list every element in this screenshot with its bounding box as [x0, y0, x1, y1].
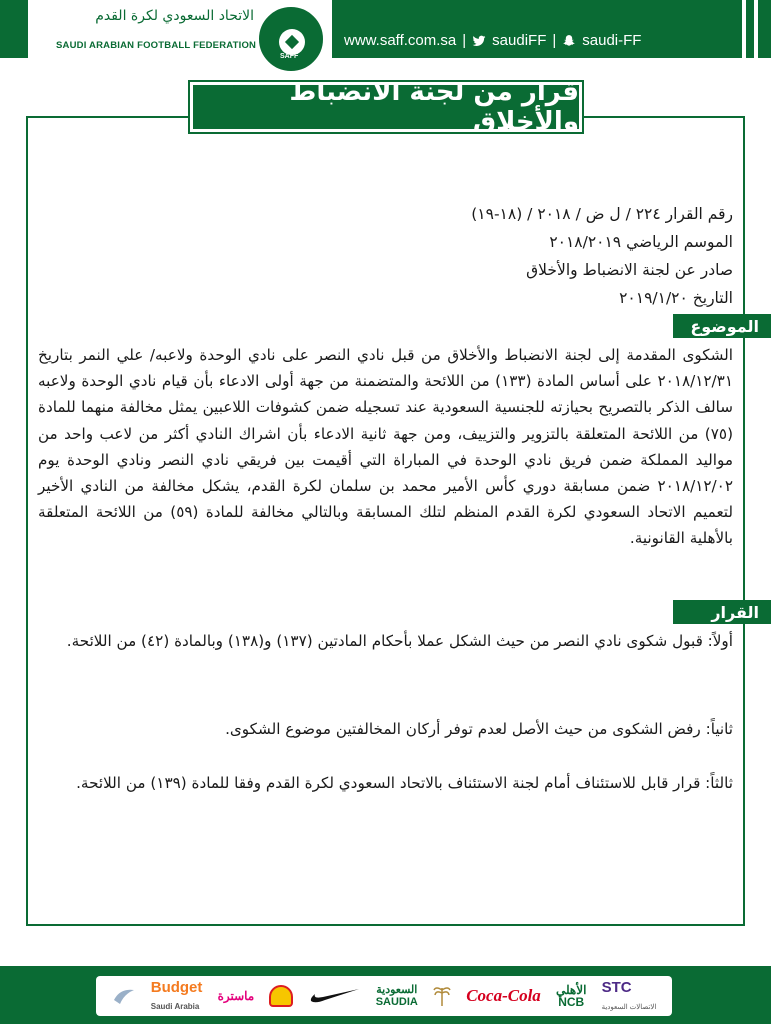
twitter-icon — [472, 34, 486, 48]
contact-links — [344, 32, 641, 49]
decision-meta — [471, 200, 733, 312]
decision-label: القرار — [673, 600, 771, 624]
page-header — [0, 0, 771, 58]
brand-name-arabic: الاتحاد السعودي لكرة القدم — [95, 8, 254, 24]
sponsor-ncb: الأهلي NCB — [555, 983, 587, 1009]
snapchat-icon — [562, 34, 576, 48]
sponsor-masterah: ماسترة — [217, 989, 255, 1003]
twitter-handle[interactable]: saudiFF — [492, 32, 547, 49]
subject-label: الموضوع — [673, 314, 771, 338]
decision-third: ثالثاً: قرار قابل للاستئناف أمام لجنة الاستئناف بالاتحاد السعودي لكرة القدم وفقا للمادة (١٣٩) من اللائحة. — [76, 774, 733, 792]
divider: | — [552, 32, 557, 49]
header-stripe-right-2 — [758, 0, 771, 58]
header-stripe-right-1 — [746, 0, 754, 58]
decision-second: ثانياً: رفض الشكوى من حيث الأصل لعدم توفر أركان المخالفتين موضوع الشكوى. — [225, 720, 733, 738]
sponsor-saudia: السعودية SAUDIA — [375, 984, 418, 1008]
snapchat-handle[interactable]: saudi-FF — [582, 32, 642, 49]
divider: | — [462, 32, 467, 49]
logo-label: SAFF — [280, 53, 299, 60]
brand-name-english: SAUDI ARABIAN FOOTBALL FEDERATION — [56, 40, 257, 51]
sponsor-stc: STC الاتصالات السعودية — [601, 979, 657, 1011]
issuing-committee: صادر عن لجنة الانضباط والأخلاق — [526, 261, 733, 279]
subject-text: الشكوى المقدمة إلى لجنة الانضباط والأخلاق من قبل نادي النصر على نادي الوحدة ولاعبه/ علي النمر بتاريخ ٢٠١٨/١٢/٣١ على أساس المادة (١٣٣) من اللائحة والمتضمنة من جهة أولى الادعاء بأن قيام نادي الوحدة ولاعبه سالف الذكر بالتصريح بحيازته للجنسية السعودية عند تسجيله ضمن كشوفات اللاعبين يمثل مخالفة منهما للمادة (٧٥) من اللائحة المتعلقة بالتزوير والتزييف، ومن جهة ثانية الادعاء بأن اشراك النادي أكثر من لاعب واحد من مواليد المملكة ضمن فريق نادي الوحدة في المباراة التي أقيمت بين فريقي نادي النصر ونادي الوحدة يوم ٢٠١٨/١٢/٠٢ ضمن مسابقة دوري كأس الأمير محمد بن سلمان لكرة القدم، يشكل مخالفة من النادي الأخير لتعميم الاتحاد السعودي لكرة القدم المنظم لتلك المسابقة وبالتالي مخالفة للمادة (٥٩) من اللائحة المتعلقة بالأهلية القانونية. — [38, 346, 733, 548]
sponsor-budget: Budget Saudi Arabia — [150, 979, 203, 1011]
decision-first: أولاً: قبول شكوى نادي النصر من حيث الشكل عملا بأحكام المادتين (١٣٧) و(١٣٨) وبالمادة (٤٢) من اللائحة. — [66, 632, 733, 650]
football-icon — [279, 29, 305, 55]
shell-logo-icon — [269, 985, 293, 1007]
decision-date: التاريخ ٢٠١٩/١/٢٠ — [619, 289, 733, 307]
saff-logo — [256, 4, 326, 74]
sports-season: الموسم الرياضي ٢٠١٨/٢٠١٩ — [549, 233, 733, 251]
header-contact-bar — [332, 0, 742, 58]
decision-number: رقم القرار ٢٢٤ / ل ض / ٢٠١٨ / (١٨-١٩) — [471, 205, 733, 223]
header-stripe-left — [0, 0, 28, 58]
title-banner — [190, 77, 582, 137]
sponsor-coca-cola: Coca-Cola — [466, 986, 541, 1005]
website-link[interactable]: www.saff.com.sa — [344, 32, 457, 49]
sponsor-strip — [96, 976, 672, 1016]
nike-swoosh-icon — [309, 988, 361, 1004]
document-title: قرار من لجنة الانضباط والأخلاق — [289, 77, 579, 137]
sponsor-mark-icon — [112, 986, 136, 1006]
palm-emblem-icon — [433, 984, 451, 1008]
